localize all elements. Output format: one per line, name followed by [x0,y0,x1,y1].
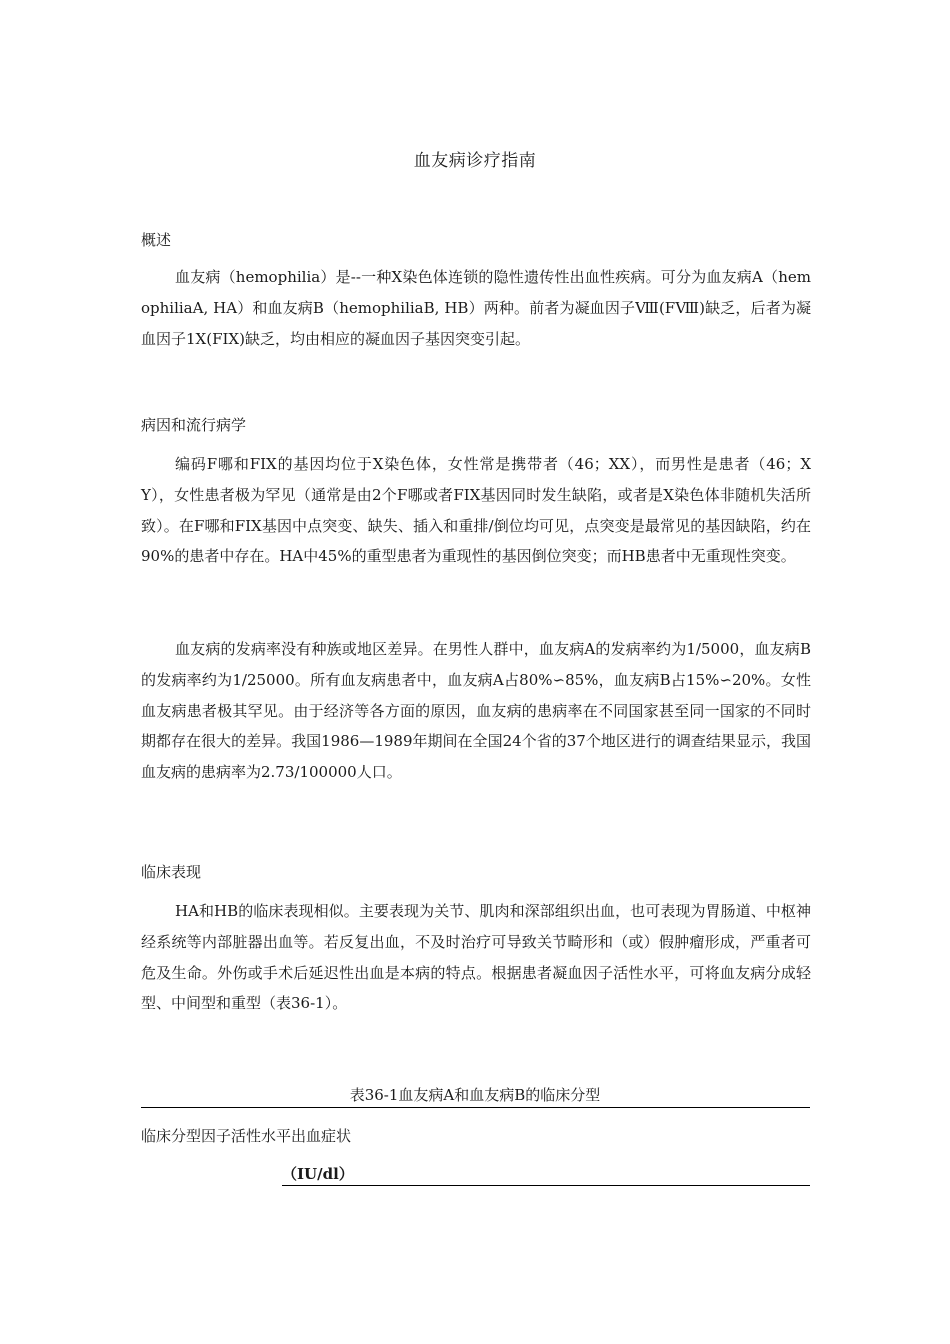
table-top-rule [141,1107,810,1108]
paragraph-etiology-1: 编码F哪和FIX的基因均位于X染色体，女性常是携带者（46；XX），而男性是患者（46；XY），女性患者极为罕见（通常是由2个F哪或者FIX基因同时发生缺陷，或者是X染色体非随机失活所致）。在F哪和FIX基因中点突变、缺失、插入和重排/倒位均可见，点突变是最常见的基因缺陷，约在90%的患者中存在。HA中45%的重型患者为重现性的基因倒位突变；而HB患者中无重现性突变。 [141,455,811,566]
table-header-rule [282,1185,810,1186]
table-header-row: 临床分型因子活性水平出血症状 [141,1127,352,1145]
paragraph-etiology-2: 血友病的发病率没有种族或地区差异。在男性人群中，血友病A的发病率约为1/5000，血友病B的发病率约为1/25000。所有血友病患者中，血友病A占80%∽85%，血友病B占15%∽20%。女性血友病患者极其罕见。由于经济等各方面的原因，血友病的患病率在不同国家甚至同一国家的不同时期都存在很大的差异。我国1986—1989年期间在全国24个省的37个地区进行的调查结果显示，我国血友病的患病率为2.73/100000人口。 [141,640,811,782]
section-heading-clinical: 临床表现 [141,863,202,881]
section-heading-etiology: 病因和流行病学 [141,416,247,434]
document-title: 血友病诊疗指南 [413,151,537,171]
table-caption: 表36-1血友病A和血友病B的临床分型 [349,1086,601,1104]
paragraph-overview: 血友病（hemophilia）是--一种X染色体连锁的隐性遗传性出血性疾病。可分为血友病A（hemophiliaA, HA）和血友病B（hemophiliaB, HB）两种。前者为凝血因子Ⅷ(FⅧ)缺乏，后者为凝血因子1X(FIX)缺乏，均由相应的凝血因子基因突变引起。 [141,268,811,348]
table-header-unit: （IU/dl） [282,1165,354,1183]
paragraph-clinical: HA和HB的临床表现相似。主要表现为关节、肌肉和深部组织出血，也可表现为胃肠道、中枢神经系统等内部脏器出血等。若反复出血，不及时治疗可导致关节畸形和（或）假肿瘤形成，严重者可危及生命。外伤或手术后延迟性出血是本病的特点。根据患者凝血因子活性水平，可将血友病分成轻型、中间型和重型（表36-1）。 [141,902,811,1013]
section-heading-overview: 概述 [141,231,172,249]
